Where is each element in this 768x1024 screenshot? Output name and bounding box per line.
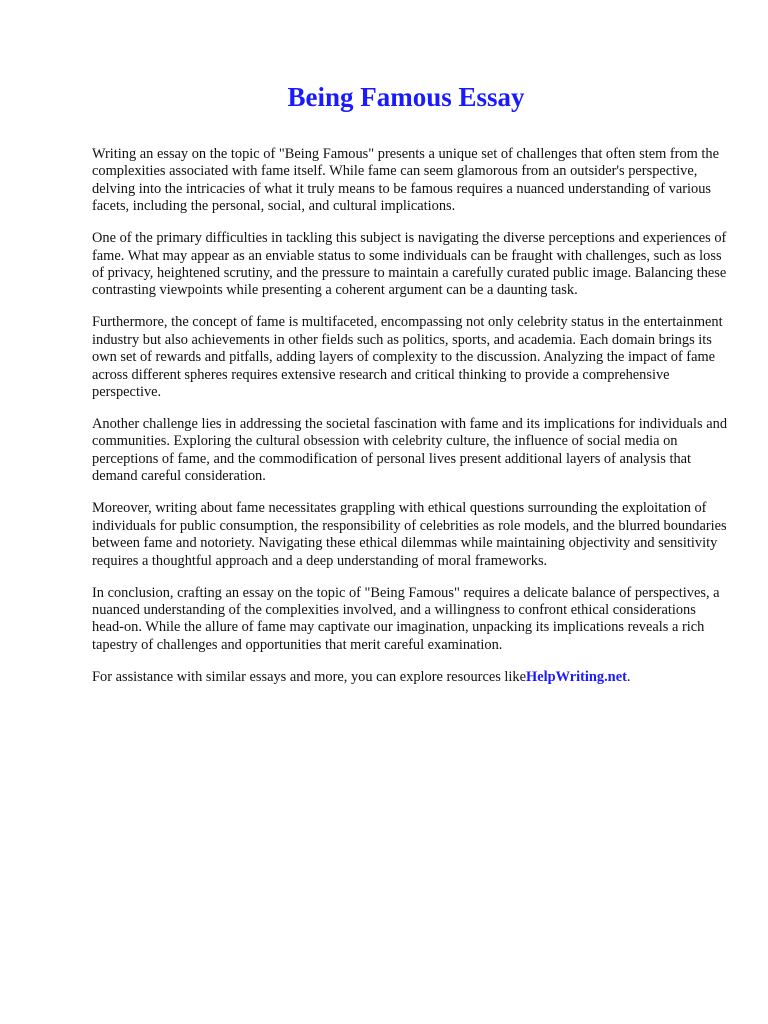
document-title: Being Famous Essay <box>287 82 525 112</box>
paragraph-2: One of the primary difficulties in tackling this subject is navigating the diverse perceptions and experiences of fame. What may appear as an enviable status to some individuals can be fraught with challenges, such as loss of privacy, heightened scrutiny, and the pressure to maintain a carefully curated public image. Balancing these contrasting viewpoints while presenting a coherent argument can be a daunting task. <box>92 230 727 299</box>
closing-text: For assistance with similar essays and more, you can explore resources like <box>92 668 526 685</box>
paragraph-1: Writing an essay on the topic of "Being Famous" presents a unique set of challenges that often stem from the complexities associated with fame itself. While fame can seem glamorous from an outsider's perspective, delving into the intricacies of what it truly means to be famous requires a nuanced understanding of various facets, including the personal, social, and cultural implications. <box>92 146 720 215</box>
paragraph-4: Another challenge lies in addressing the societal fascination with fame and its implications for individuals and communities. Exploring the cultural obsession with celebrity culture, the influence of social media on perceptions of fame, and the commodification of personal lives present additional layers of analysis that demand careful consideration. <box>92 416 728 485</box>
essay-body <box>92 146 730 701</box>
paragraph-3: Furthermore, the concept of fame is multifaceted, encompassing not only celebrity status in the entertainment industry but also achievements in other fields such as politics, sports, and academia. Each domain brings its own set of rewards and pitfalls, adding layers of complexity to the discussion. Analyzing the impact of fame across different spheres requires extensive research and critical thinking to provide a comprehensive perspective. <box>92 314 723 401</box>
paragraph-5: Moreover, writing about fame necessitates grappling with ethical questions surrounding the exploitation of individuals for public consumption, the responsibility of celebrities as role models, and the blurred boundaries between fame and notoriety. Navigating these ethical dilemmas while maintaining objectivity and sensitivity requires a thoughtful approach and a deep understanding of moral frameworks. <box>92 500 727 569</box>
helpwriting-link[interactable]: HelpWriting.net <box>526 668 627 685</box>
closing-paragraph <box>92 669 730 686</box>
paragraph-6: In conclusion, crafting an essay on the topic of "Being Famous" requires a delicate balance of perspectives, a nuanced understanding of the complexities involved, and a willingness to confront ethical considerations head-on. While the allure of fame may captivate our imagination, unpacking its implications reveals a rich tapestry of challenges and opportunities that merit careful examination. <box>92 584 720 653</box>
closing-period: . <box>626 668 631 685</box>
